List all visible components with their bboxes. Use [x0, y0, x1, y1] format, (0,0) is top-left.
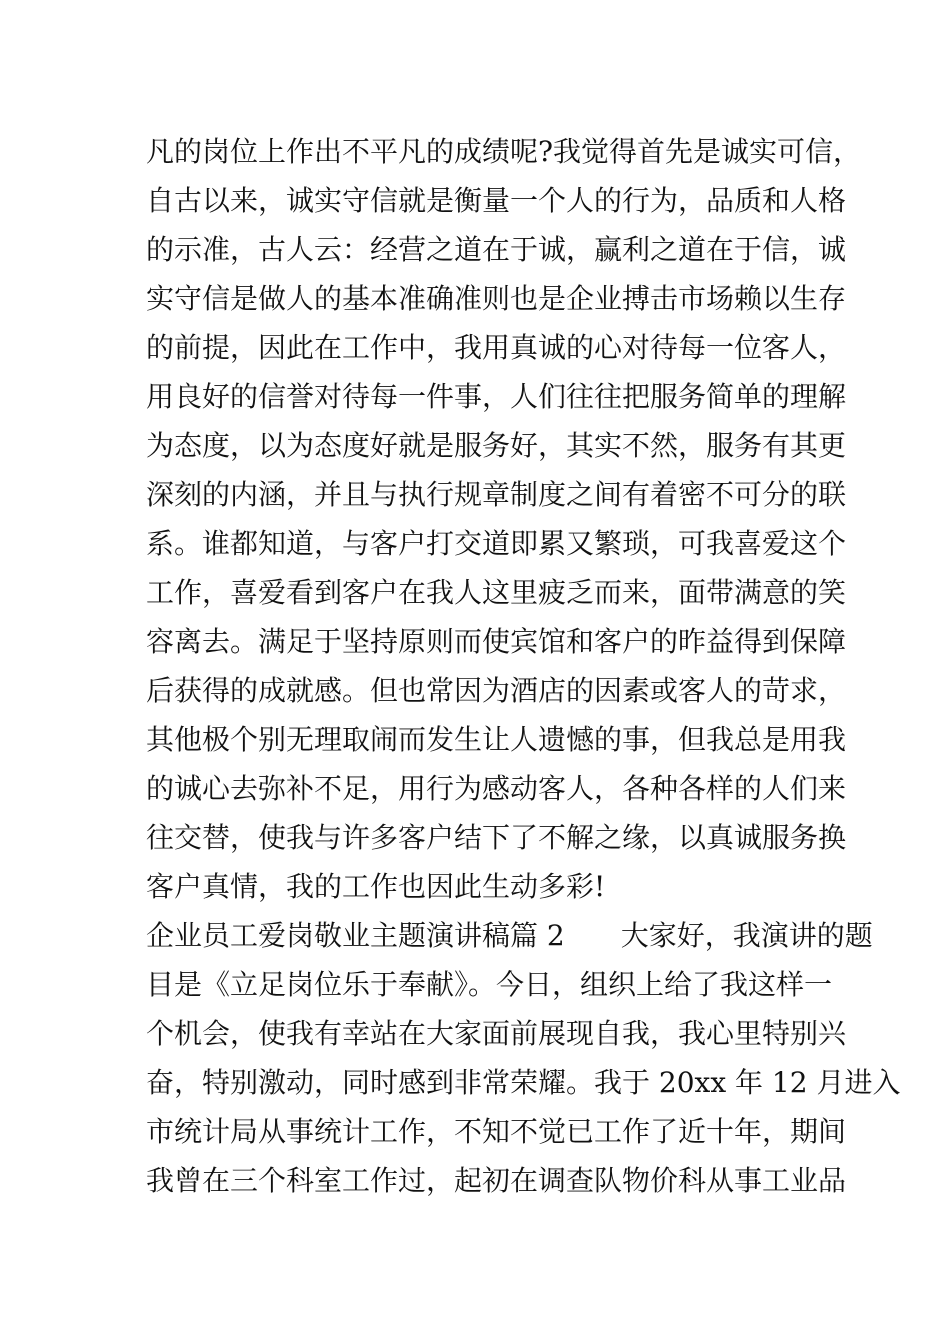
text-line: 其他极个别无理取闹而发生让人遗憾的事，但我总是用我: [146, 723, 847, 756]
text-line: 为态度，以为态度好就是服务好，其实不然，服务有其更: [146, 429, 847, 462]
text-line: 用良好的信誉对待每一件事，人们往往把服务简单的理解: [146, 380, 847, 413]
text-line: 客户真情，我的工作也因此生动多彩!: [146, 870, 606, 903]
text-line: 的示准，古人云：经营之道在于诚，赢利之道在于信，诚: [146, 233, 847, 266]
text-line: 个机会，使我有幸站在大家面前展现自我，我心里特别兴: [146, 1017, 847, 1050]
text-line: 往交替，使我与许多客户结下了不解之缘，以真诚服务换: [146, 821, 847, 854]
body-text: [146, 127, 901, 1205]
section-heading-line: 企业员工爱岗敬业主题演讲稿篇 2 大家好，我演讲的题: [146, 919, 873, 952]
text-line: 深刻的内涵，并且与执行规章制度之间有着密不可分的联: [146, 478, 847, 511]
text-line: 奋，特别激动，同时感到非常荣耀。我于 20xx 年 12 月进入: [146, 1066, 901, 1099]
text-line: 后获得的成就感。但也常因为酒店的因素或客人的苛求，: [146, 674, 847, 707]
text-line: 实守信是做人的基本准确准则也是企业搏击市场赖以生存: [146, 282, 847, 315]
text-line: 系。谁都知道，与客户打交道即累又繁琐，可我喜爱这个: [146, 527, 847, 560]
text-line: 工作，喜爱看到客户在我人这里疲乏而来，面带满意的笑: [146, 576, 847, 609]
text-line: 自古以来，诚实守信就是衡量一个人的行为，品质和人格: [146, 184, 847, 217]
text-line: 目是《立足岗位乐于奉献》。今日，组织上给了我这样一: [146, 968, 833, 1001]
text-line: 的诚心去弥补不足，用行为感动客人，各种各样的人们来: [146, 772, 847, 805]
text-line: 的前提，因此在工作中，我用真诚的心对待每一位客人，: [146, 331, 847, 364]
text-line: 我曾在三个科室工作过，起初在调查队物价科从事工业品: [146, 1164, 847, 1197]
text-line: 容离去。满足于坚持原则而使宾馆和客户的昨益得到保障: [146, 625, 847, 658]
text-line: 凡的岗位上作出不平凡的成绩呢?我觉得首先是诚实可信，: [146, 135, 862, 168]
text-line: 市统计局从事统计工作，不知不觉已工作了近十年，期间: [146, 1115, 847, 1148]
